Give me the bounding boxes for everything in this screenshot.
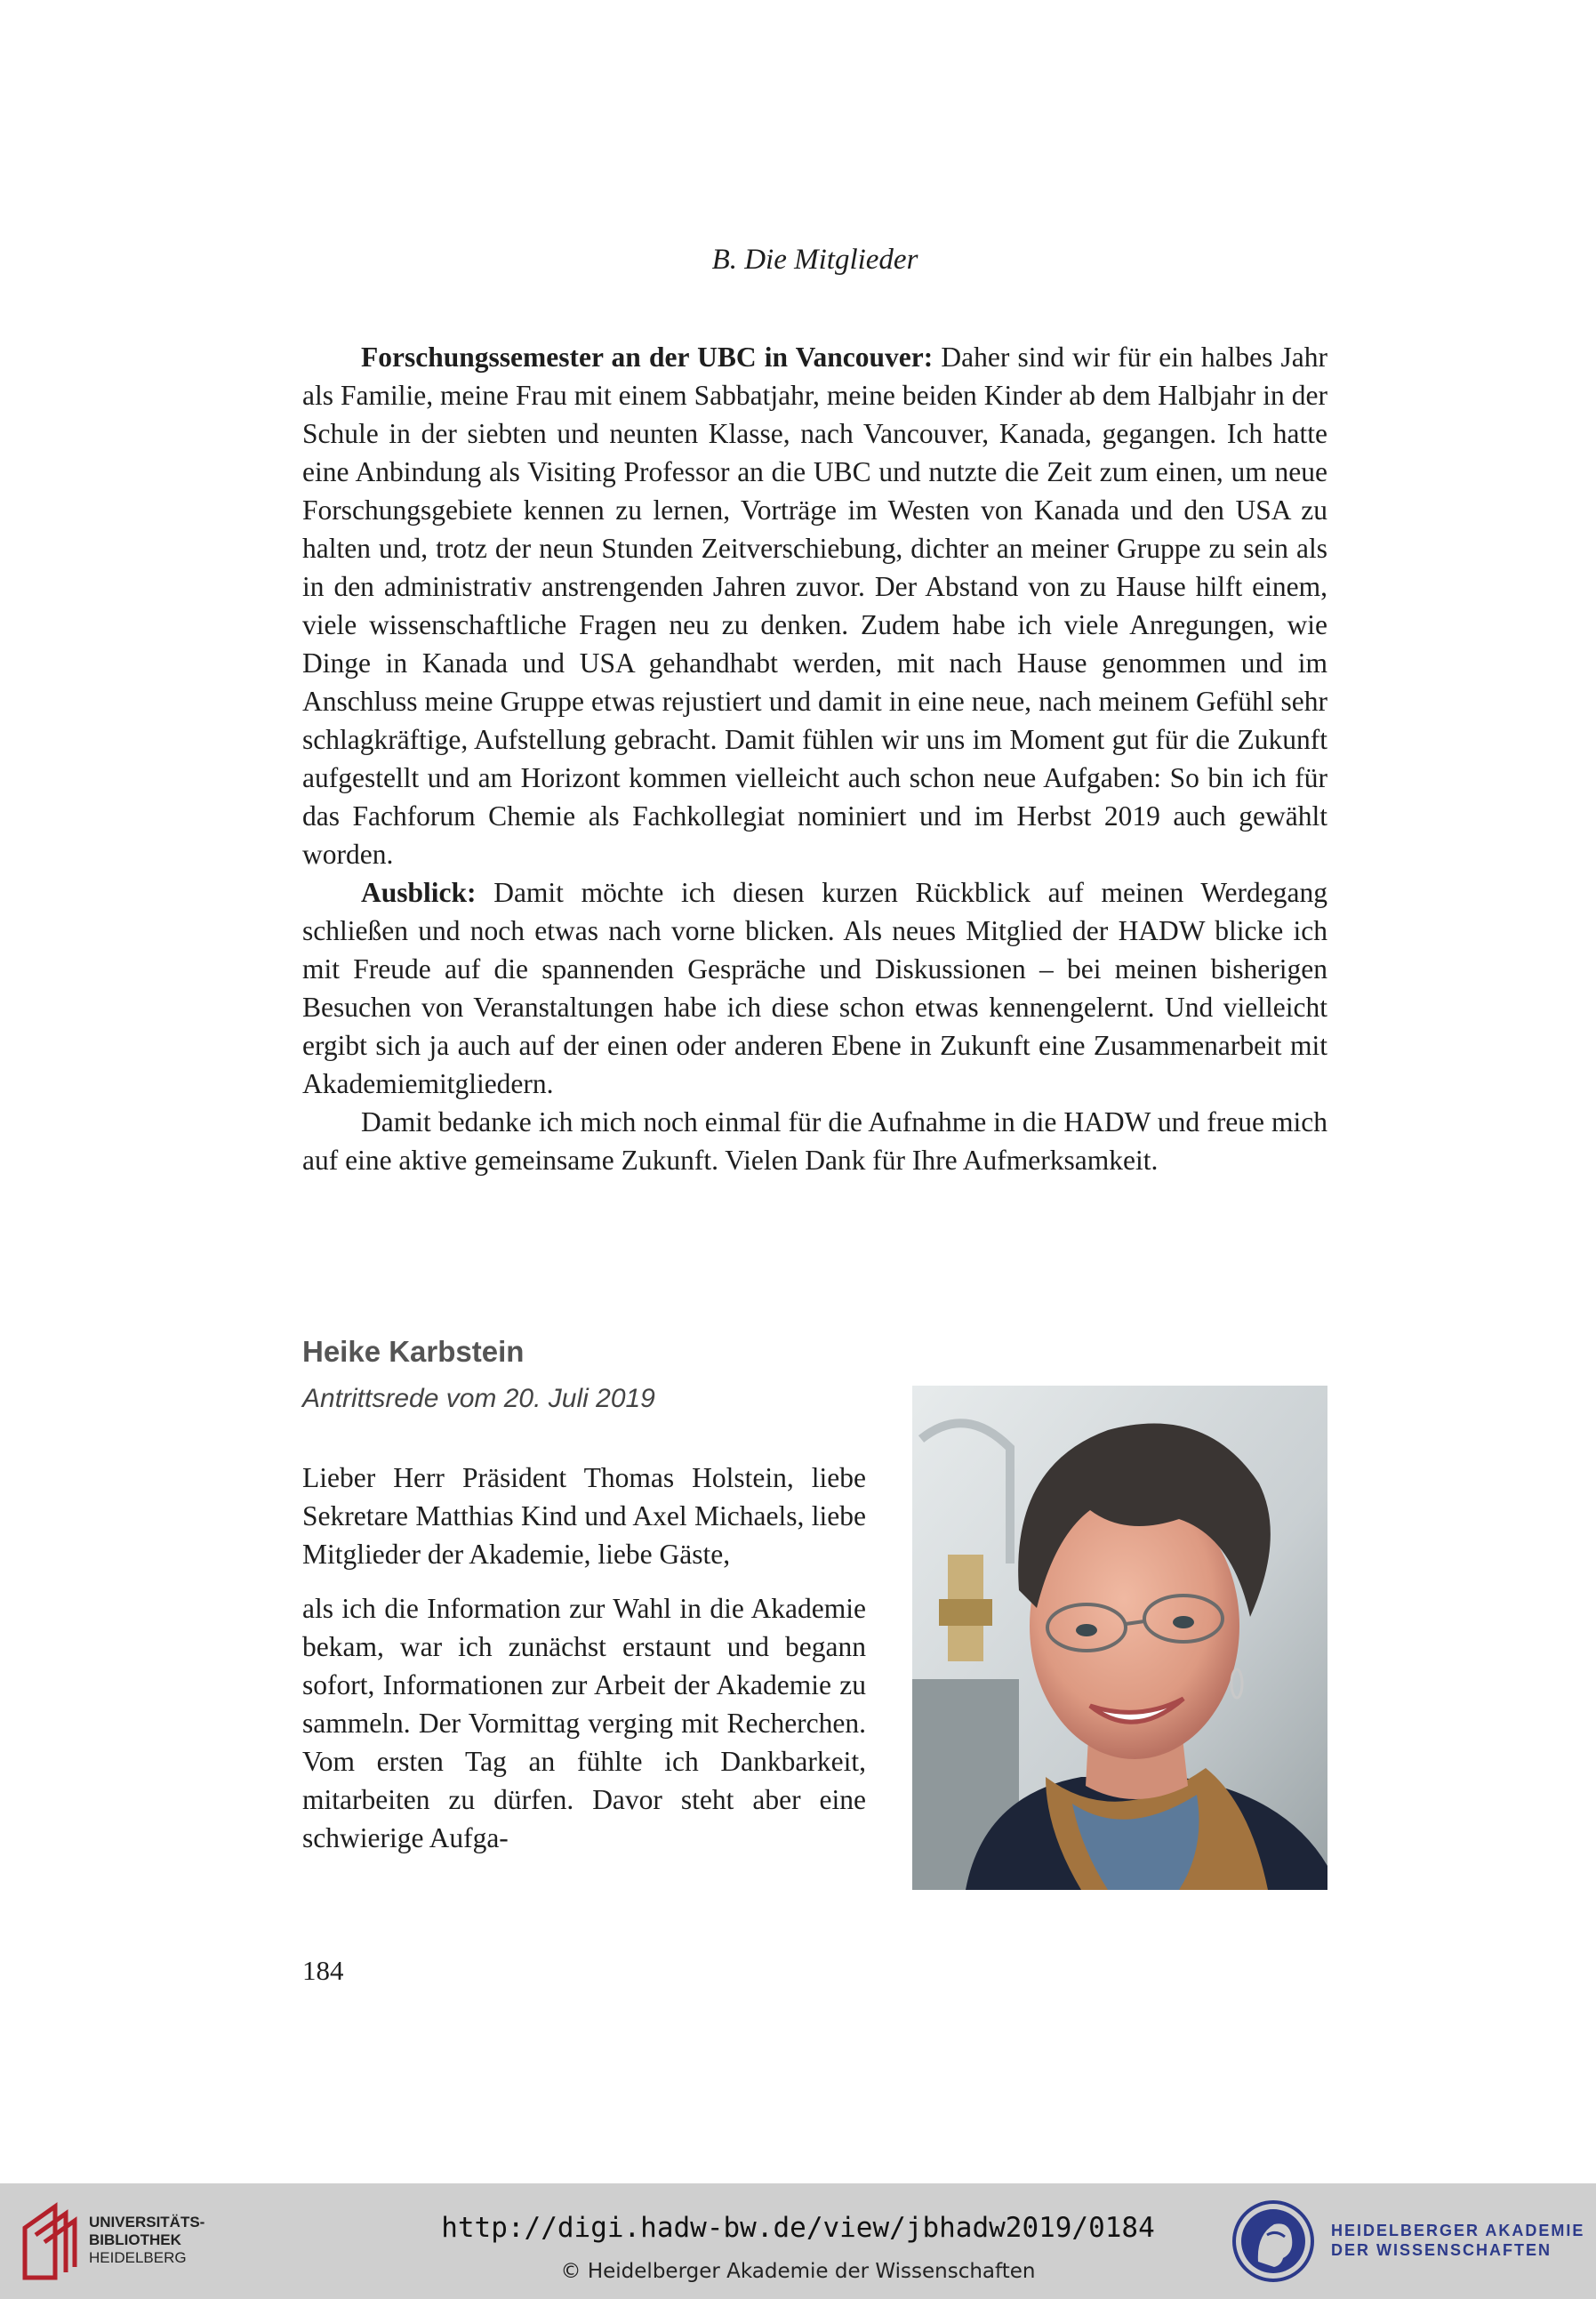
paragraph-text: Damit möchte ich diesen kurzen Rückblick auf meinen Werdegang schließen und noch etwas nach vorne blicken. Als neues Mitglied der HADW blicke ich mit Freude auf die spannenden Gespräche und Diskussionen – bei meinen bisherigen Besuchen von Veranstaltungen habe ich diese schon etwas kennengelernt. Und vielleicht ergibt sich ja auch auf der einen oder anderen Ebene in Zukunft eine Zusammenarbeit mit Akademiemitgliedern. [302,877,1327,1099]
page-number: 184 [302,1955,344,1986]
body-text [302,338,1327,1179]
paragraph-text: Daher sind wir für ein halbes Jahr als Familie, meine Frau mit einem Sabbatjahr, meine beiden Kinder ab dem Halbjahr in der Schule in der siebten und neunten Klasse, nach Vancouver, Kanada, gegangen. Ich hatte eine Anbindung als Visiting Professor an die UBC und nutzte die Zeit zum einen, um neue Forschungsgebiete kennen zu lernen, Vorträge im Westen von Kanada und den USA zu halten und, trotz der neun Stunden Zeitverschiebung, dichter an meiner Gruppe zu sein als in den administrativ anstrengenden Jahren zuvor. Der Abstand von zu Hause hilft einem, viele wissenschaftliche Fragen neu zu denken. Zudem habe ich viele Anregungen, wie Dinge in Kanada und USA gehandhabt werden, mit nach Hause genommen und im Anschluss meine Gruppe etwas rejustiert und damit in eine neue, nach meinem Gefühl sehr schlagkräftige, Aufstellung gebracht. Damit fühlen wir uns im Moment gut für die Zukunft aufgestellt und am Horizont kommen vielleicht auch schon neue Aufgaben: So bin ich für das Fachforum Chemie als Fachkollegiat nominiert und im Herbst 2019 auch gewählt worden. [302,342,1327,870]
library-line: UNIVERSITÄTS- [89,2214,205,2231]
paragraph-thanks [302,1103,1327,1179]
speech-salutation: Lieber Herr Präsident Thomas Holstein, liebe Sekretare Matthias Kind und Axel Michaels, liebe Mitglieder der Akademie, liebe Gäste, [302,1462,866,1570]
paragraph-lead: Ausblick: [361,877,477,908]
speech-opening: als ich die Information zur Wahl in die Akademie bekam, war ich zunächst erstaunt und begann sofort, Informationen zur Arbeit der Akademie zu sammeln. Der Vormittag verging mit Recherchen. Vom ersten Tag an fühlte ich Dankbarkeit, mitarbeiten zu dürfen. Davor steht aber eine schwierige Aufga- [302,1593,866,1853]
library-line: HEIDELBERG [89,2249,187,2266]
paragraph-lead: Forschungssemester an der UBC in Vancouver: [361,342,934,373]
author-name: Heike Karbstein [302,1335,525,1368]
academy-line: DER WISSENSCHAFTEN [1331,2241,1552,2259]
author-portrait-photo [912,1386,1327,1890]
academy-name [1331,2221,1584,2260]
academy-seal-icon [1231,2199,1315,2283]
paragraph-text: Damit bedanke ich mich noch einmal für die Aufnahme in die HADW und freue mich auf eine aktive gemeinsame Zukunft. Vielen Dank für Ihre Aufmerksamkeit. [302,1106,1327,1176]
speech-text [302,1459,866,1857]
academy-line: HEIDELBERGER AKADEMIE [1331,2222,1585,2239]
permalink-url[interactable]: http://digi.hadw-bw.de/view/jbhadw2019/0184 [441,2212,1155,2244]
author-subtitle: Antrittsrede vom 20. Juli 2019 [302,1384,655,1413]
copyright-notice: © Heidelberger Akademie der Wissenschaften [560,2260,1036,2283]
library-line: BIBLIOTHEK [89,2231,181,2248]
paragraph-outlook [302,873,1327,1103]
footer-bar [0,2183,1596,2299]
paragraph-research-semester [302,338,1327,873]
running-head: B. Die Mitglieder [711,244,918,276]
